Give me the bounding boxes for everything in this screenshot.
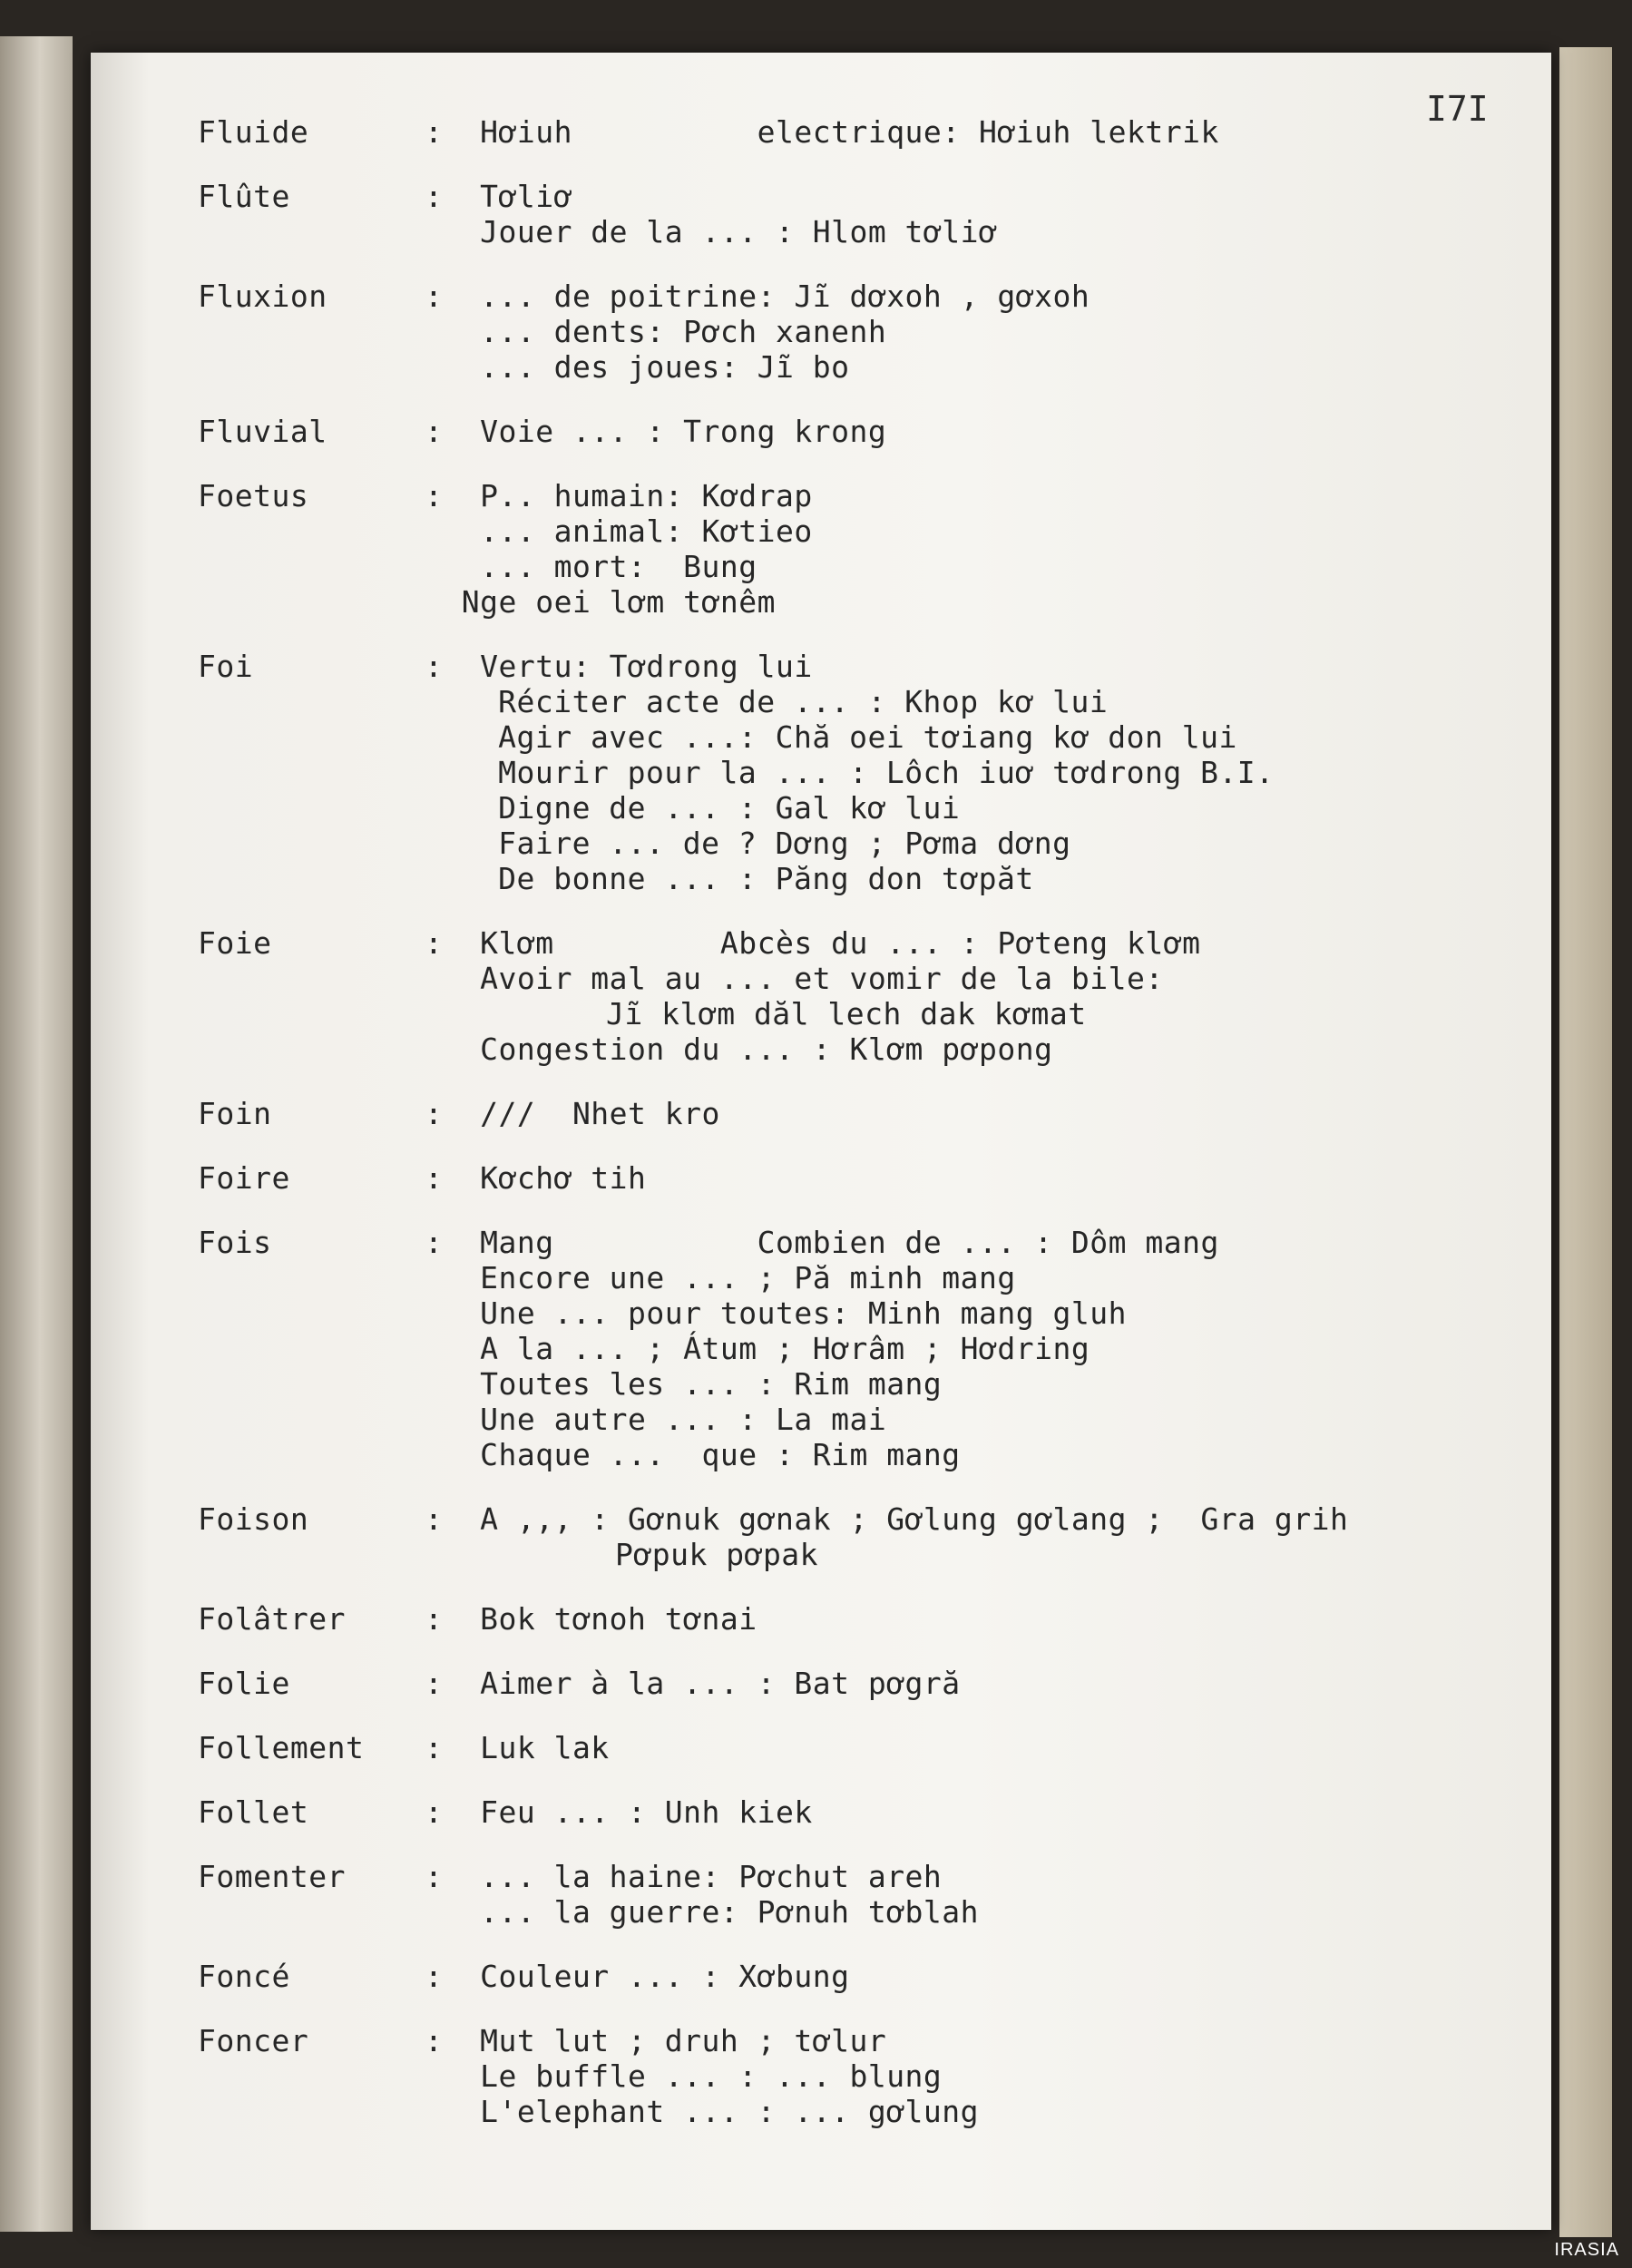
entry-definitions bbox=[425, 478, 1549, 620]
definition-line: Réciter acte de ... : Khop kơ lui bbox=[443, 684, 1109, 719]
dictionary-entry bbox=[198, 179, 1549, 249]
definition-line: : /// Nhet kro bbox=[425, 1096, 720, 1131]
entry-headword: Fluvial bbox=[198, 414, 327, 449]
entry-headword: Fluxion bbox=[198, 279, 327, 314]
definition-line: Toutes les ... : Rim mang bbox=[425, 1366, 943, 1402]
definition-line: Pơpuk pơpak bbox=[615, 1537, 819, 1572]
entry-definitions bbox=[425, 1225, 1549, 1472]
definition-line: : Voie ... : Trong krong bbox=[425, 414, 887, 449]
entry-headword: Foison bbox=[198, 1501, 309, 1537]
dictionary-entry bbox=[198, 279, 1549, 385]
definition-line: : Mut lut ; druh ; tơlur bbox=[425, 2023, 887, 2058]
definition-line: : Tơliơ bbox=[425, 179, 572, 214]
definition-line: Mourir pour la ... : Lôch iuơ tơdrong B.I. bbox=[443, 755, 1275, 790]
definition-line: Encore une ... ; Pă minh mang bbox=[425, 1260, 1016, 1295]
entry-definitions bbox=[425, 1730, 1549, 1765]
left-page-edge bbox=[0, 36, 73, 2232]
definition-line: : ... la haine: Pơchut areh bbox=[425, 1859, 943, 1894]
definition-line: ... dents: Pơch xanenh bbox=[425, 314, 887, 349]
definition-line: : Hơiuh electrique: Hơiuh lektrik bbox=[425, 114, 1219, 150]
definition-line: : Feu ... : Unh kiek bbox=[425, 1794, 813, 1830]
dictionary-page bbox=[91, 53, 1551, 2230]
definition-line: Chaque ... que : Rim mang bbox=[425, 1437, 961, 1472]
entry-definitions bbox=[425, 925, 1549, 1067]
entry-definitions bbox=[425, 179, 1549, 249]
definition-line: ... animal: Kơtieo bbox=[425, 513, 813, 549]
entry-headword: Foncé bbox=[198, 1959, 290, 1994]
definition-line: Nge oei lơm tơnêm bbox=[425, 584, 776, 620]
definition-line: Agir avec ...: Chă oei tơiang kơ don lui bbox=[443, 719, 1237, 755]
entry-headword: Foie bbox=[198, 925, 272, 961]
dictionary-entry bbox=[198, 478, 1549, 620]
definition-line: Le buffle ... : ... blung bbox=[425, 2058, 943, 2094]
dictionary-entry bbox=[198, 1666, 1549, 1701]
dictionary-entry bbox=[198, 1160, 1549, 1196]
dictionary-entry bbox=[198, 1601, 1549, 1637]
page-number: I7I bbox=[1426, 89, 1489, 129]
entry-definitions bbox=[425, 1601, 1549, 1637]
definition-line: : Kơchơ tih bbox=[425, 1160, 647, 1196]
entry-headword: Folâtrer bbox=[198, 1601, 346, 1637]
definition-line: : Vertu: Tơdrong lui bbox=[425, 649, 813, 684]
entry-headword: Follement bbox=[198, 1730, 365, 1765]
entry-headword: Foin bbox=[198, 1096, 272, 1131]
entry-definitions bbox=[425, 1859, 1549, 1930]
entry-headword: Fluide bbox=[198, 114, 309, 150]
entry-definitions bbox=[425, 114, 1549, 150]
page-stack-edge bbox=[1559, 47, 1612, 2237]
definition-line: : ... de poitrine: Jĩ dơxoh , gơxoh bbox=[425, 279, 1090, 314]
dictionary-entries bbox=[198, 114, 1549, 2219]
entry-definitions bbox=[425, 649, 1549, 896]
entry-headword: Flûte bbox=[198, 179, 290, 214]
entry-headword: Fois bbox=[198, 1225, 272, 1260]
definition-line: : A ,,, : Gơnuk gơnak ; Gơlung gơlang ; Gra grih bbox=[425, 1501, 1349, 1537]
dictionary-entry bbox=[198, 2023, 1549, 2129]
entry-headword: Foncer bbox=[198, 2023, 309, 2058]
definition-line: A la ... ; Átum ; Hơrâm ; Hơdring bbox=[425, 1331, 1090, 1366]
dictionary-entry bbox=[198, 1225, 1549, 1472]
entry-definitions bbox=[425, 2023, 1549, 2129]
definition-line: Jouer de la ... : Hlom tơliơ bbox=[425, 214, 998, 249]
entry-definitions bbox=[425, 1160, 1549, 1196]
definition-line: : Couleur ... : Xơbung bbox=[425, 1959, 850, 1994]
dictionary-entry bbox=[198, 414, 1549, 449]
definition-line: : Mang Combien de ... : Dôm mang bbox=[425, 1225, 1219, 1260]
definition-line: Digne de ... : Gal kơ lui bbox=[443, 790, 961, 826]
definition-line: ... la guerre: Pơnuh tơblah bbox=[425, 1894, 980, 1930]
definition-line: Congestion du ... : Klơm pơpong bbox=[425, 1031, 1053, 1067]
entry-headword: Fomenter bbox=[198, 1859, 346, 1894]
definition-line: De bonne ... : Păng don tơpăt bbox=[443, 861, 1034, 896]
dictionary-entry bbox=[198, 1501, 1549, 1572]
dictionary-entry bbox=[198, 1730, 1549, 1765]
dictionary-entry bbox=[198, 1959, 1549, 1994]
dictionary-entry bbox=[198, 925, 1549, 1067]
watermark: IRASIA bbox=[1554, 2240, 1619, 2260]
dictionary-entry bbox=[198, 1859, 1549, 1930]
definition-line: Une ... pour toutes: Minh mang gluh bbox=[425, 1295, 1127, 1331]
entry-definitions bbox=[425, 1794, 1549, 1830]
definition-line: Une autre ... : La mai bbox=[425, 1402, 887, 1437]
entry-definitions bbox=[425, 1959, 1549, 1994]
definition-line: Avoir mal au ... et vomir de la bile: bbox=[425, 961, 1164, 996]
definition-line: ... mort: Bung bbox=[425, 549, 757, 584]
entry-definitions bbox=[425, 1096, 1549, 1131]
definition-line: ... des joues: Jĩ bo bbox=[425, 349, 850, 385]
dictionary-entry bbox=[198, 1096, 1549, 1131]
entry-definitions bbox=[425, 414, 1549, 449]
dictionary-entry bbox=[198, 1794, 1549, 1830]
definition-line: L'elephant ... : ... gơlung bbox=[425, 2094, 980, 2129]
definition-line: : Klơm Abcès du ... : Pơteng klơm bbox=[425, 925, 1201, 961]
definition-line: : Bok tơnoh tơnai bbox=[425, 1601, 757, 1637]
definition-line: : Aimer à la ... : Bat pơgră bbox=[425, 1666, 961, 1701]
definition-line: : P.. humain: Kơdrap bbox=[425, 478, 813, 513]
entry-headword: Folie bbox=[198, 1666, 290, 1701]
dictionary-entry bbox=[198, 114, 1549, 150]
dictionary-entry bbox=[198, 649, 1549, 896]
entry-headword: Follet bbox=[198, 1794, 309, 1830]
entry-headword: Foi bbox=[198, 649, 254, 684]
definition-line: Jĩ klơm dăl lech dak kơmat bbox=[606, 996, 1087, 1031]
entry-headword: Foetus bbox=[198, 478, 309, 513]
entry-definitions bbox=[425, 1501, 1549, 1572]
definition-line: Faire ... de ? Dơng ; Pơma dơng bbox=[443, 826, 1071, 861]
entry-definitions bbox=[425, 279, 1549, 385]
entry-definitions bbox=[425, 1666, 1549, 1701]
entry-headword: Foire bbox=[198, 1160, 290, 1196]
definition-line: : Luk lak bbox=[425, 1730, 610, 1765]
